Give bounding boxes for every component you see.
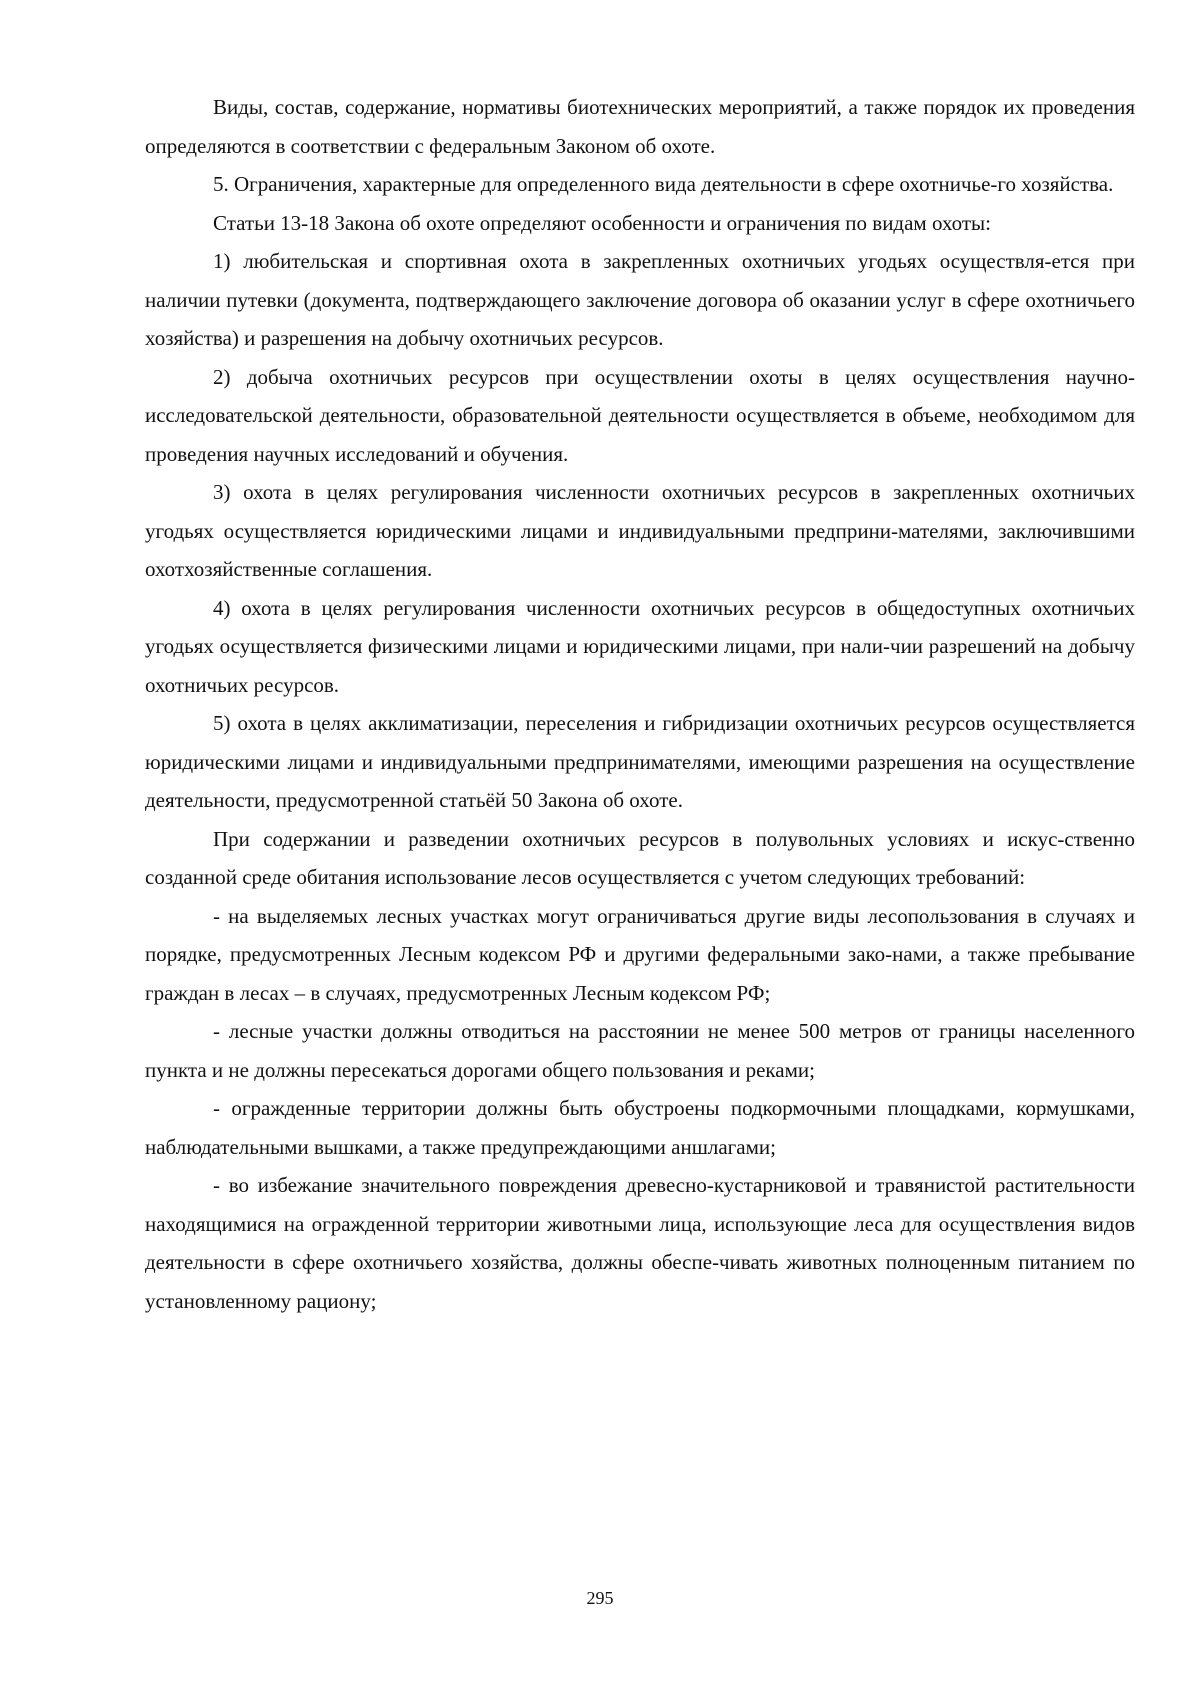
requirement-item-distance: - лесные участки должны отводиться на расстоянии не менее 500 метров от границы населенного пункта и не должны пересекаться дорогами общего пользования и реками; (145, 1019, 1135, 1082)
document-body (145, 88, 1135, 1320)
requirement-item-fenced-areas: - огражденные территории должны быть обустроены подкормочными площадками, кормушками, наблюдательными вышками, а также предупреждающими аншлагами; (145, 1096, 1135, 1159)
paragraph-restrictions-heading: 5. Ограничения, характерные для определенного вида деятельности в сфере охотничье-го хозяйства. (213, 172, 1114, 196)
requirement-item-forest-plots: - на выделяемых лесных участках могут ограничиваться другие виды лесопользования в случаях и порядке, предусмотренных Лесным кодексом РФ и другими федеральными зако-нами, а также пребывание граждан в лесах – в случаях, предусмотренных Лесным кодексом РФ; (145, 903, 1135, 1005)
paragraph-semi-free-conditions: При содержании и разведении охотничьих ресурсов в полувольных условиях и искус-ственно созданной среде обитания использование лесов осуществляется с учетом следующих требований: (145, 826, 1135, 889)
list-item-4-regulation-public: 4) охота в целях регулирования численности охотничьих ресурсов в общедоступных охотничьих угодьях осуществляется физическими лицами и юридическими лицами, при нали-чии разрешений на добычу охотничьих ресурсов. (145, 595, 1135, 697)
list-item-5-acclimatization: 5) охота в целях акклиматизации, переселения и гибридизации охотничьих ресурсов осуществляется юридическими лицами и индивидуальными предпринимателями, имеющими разрешения на осуществление деятельности, предусмотренной статьёй 50 Закона об охоте. (145, 711, 1135, 812)
paragraph-biotech-measures: Виды, состав, содержание, нормативы биотехнических мероприятий, а также порядок их проведения определяются в соответствии с федеральным Законом об охоте. (145, 95, 1135, 158)
list-item-2-research-hunting: 2) добыча охотничьих ресурсов при осуществлении охоты в целях осуществления научно-исследовательской деятельности, образовательной деятельности осуществляется в объеме, необходимом для проведения научных исследований и обучения. (145, 364, 1135, 466)
paragraph-articles-13-18: Статьи 13-18 Закона об охоте определяют особенности и ограничения по видам охоты: (213, 210, 991, 235)
page-number: 295 (586, 1588, 614, 1608)
list-item-3-regulation-assigned: 3) охота в целях регулирования численности охотничьих ресурсов в закрепленных охотничьих угодьях осуществляется юридическими лицами и индивидуальными предприни-мателями, заключившими охотхозяйственные соглашения. (145, 480, 1135, 581)
requirement-item-feeding: - во избежание значительного повреждения древесно-кустарниковой и травянистой растительности находящимися на огражденной территории животными лица, использующие леса для осуществления видов деятельности в сфере охотничьего хозяйства, должны обеспе-чивать животных полноценным питанием по установленному рациону; (145, 1173, 1135, 1313)
list-item-1-amateur-sport-hunting: 1) любительская и спортивная охота в закрепленных охотничьих угодьях осуществля-ется при наличии путевки (документа, подтверждающего заключение договора об оказании услуг в сфере охотничьего хозяйства) и разрешения на добычу охотничьих ресурсов. (145, 249, 1135, 350)
